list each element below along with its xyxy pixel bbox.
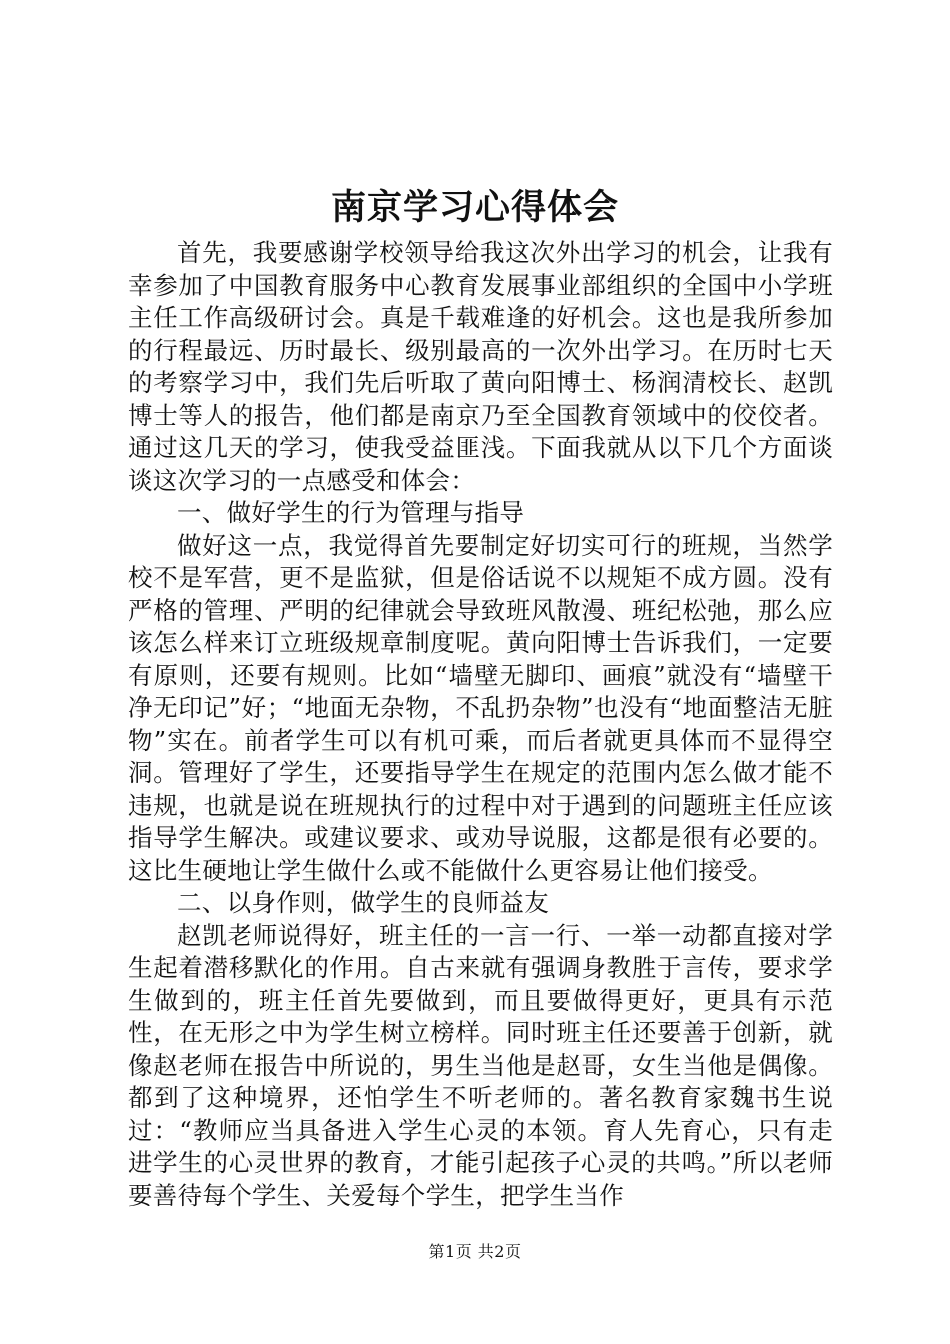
paragraph-intro: 首先，我要感谢学校领导给我这次外出学习的机会，让我有幸参加了中国教育服务中心教育发展事业部组织的全国中小学班主任工作高级研讨会。真是千载难逢的好机会。这也是我所参加的行程最远、历时最长、级别最高的一次外出学习。在历时七天的考察学习中，我们先后听取了黄向阳博士、杨润清校长、赵凯博士等人的报告，他们都是南京乃至全国教育领域中的佼佼者。通过这几天的学习，使我受益匪浅。下面我就从以下几个方面谈谈这次学习的一点感受和体会： <box>128 238 833 495</box>
page-footer: 第1页 共2页 <box>428 1242 522 1261</box>
section-heading-1: 一、做好学生的行为管理与指导 <box>177 498 525 527</box>
paragraph-section-2: 赵凯老师说得好，班主任的一言一行、一举一动都直接对学生起着潜移默化的作用。自古来就有强调身教胜于言传，要求学生做到的，班主任首先要做到，而且要做得更好，更具有示范性，在无形之中为学生树立榜样。同时班主任还要善于创新，就像赵老师在报告中所说的，男生当他是赵哥，女生当他是偶像。都到了这种境界，还怕学生不听老师的。著名教育家魏书生说过：“教师应当具备进入学生心灵的本领。育人先育心，只有走进学生的心灵世界的教育，才能引起孩子心灵的共鸣。”所以老师要善待每个学生、关爱每个学生，把学生当作 <box>128 920 833 1210</box>
paragraph-section-1: 做好这一点，我觉得首先要制定好切实可行的班规，当然学校不是军营，更不是监狱，但是俗话说不以规矩不成方圆。没有严格的管理、严明的纪律就会导致班风散漫、班纪松弛，那么应该怎么样来订立班级规章制度呢。黄向阳博士告诉我们，一定要有原则，还要有规则。比如“墙壁无脚印、画痕”就没有“墙壁干净无印记”好；“地面无杂物，不乱扔杂物”也没有“地面整洁无脏物”实在。前者学生可以有机可乘，而后者就更具体而不显得空洞。管理好了学生，还要指导学生在规定的范围内怎么做才能不违规，也就是说在班规执行的过程中对于遇到的问题班主任应该指导学生解决。或建议要求、或劝导说服，这都是很有必要的。这比生硬地让学生做什么或不能做什么更容易让他们接受。 <box>128 530 834 885</box>
document-body <box>128 237 833 1212</box>
document-title: 南京学习心得体会 <box>330 187 619 228</box>
section-heading-2: 二、以身作则，做学生的良师益友 <box>177 888 549 917</box>
